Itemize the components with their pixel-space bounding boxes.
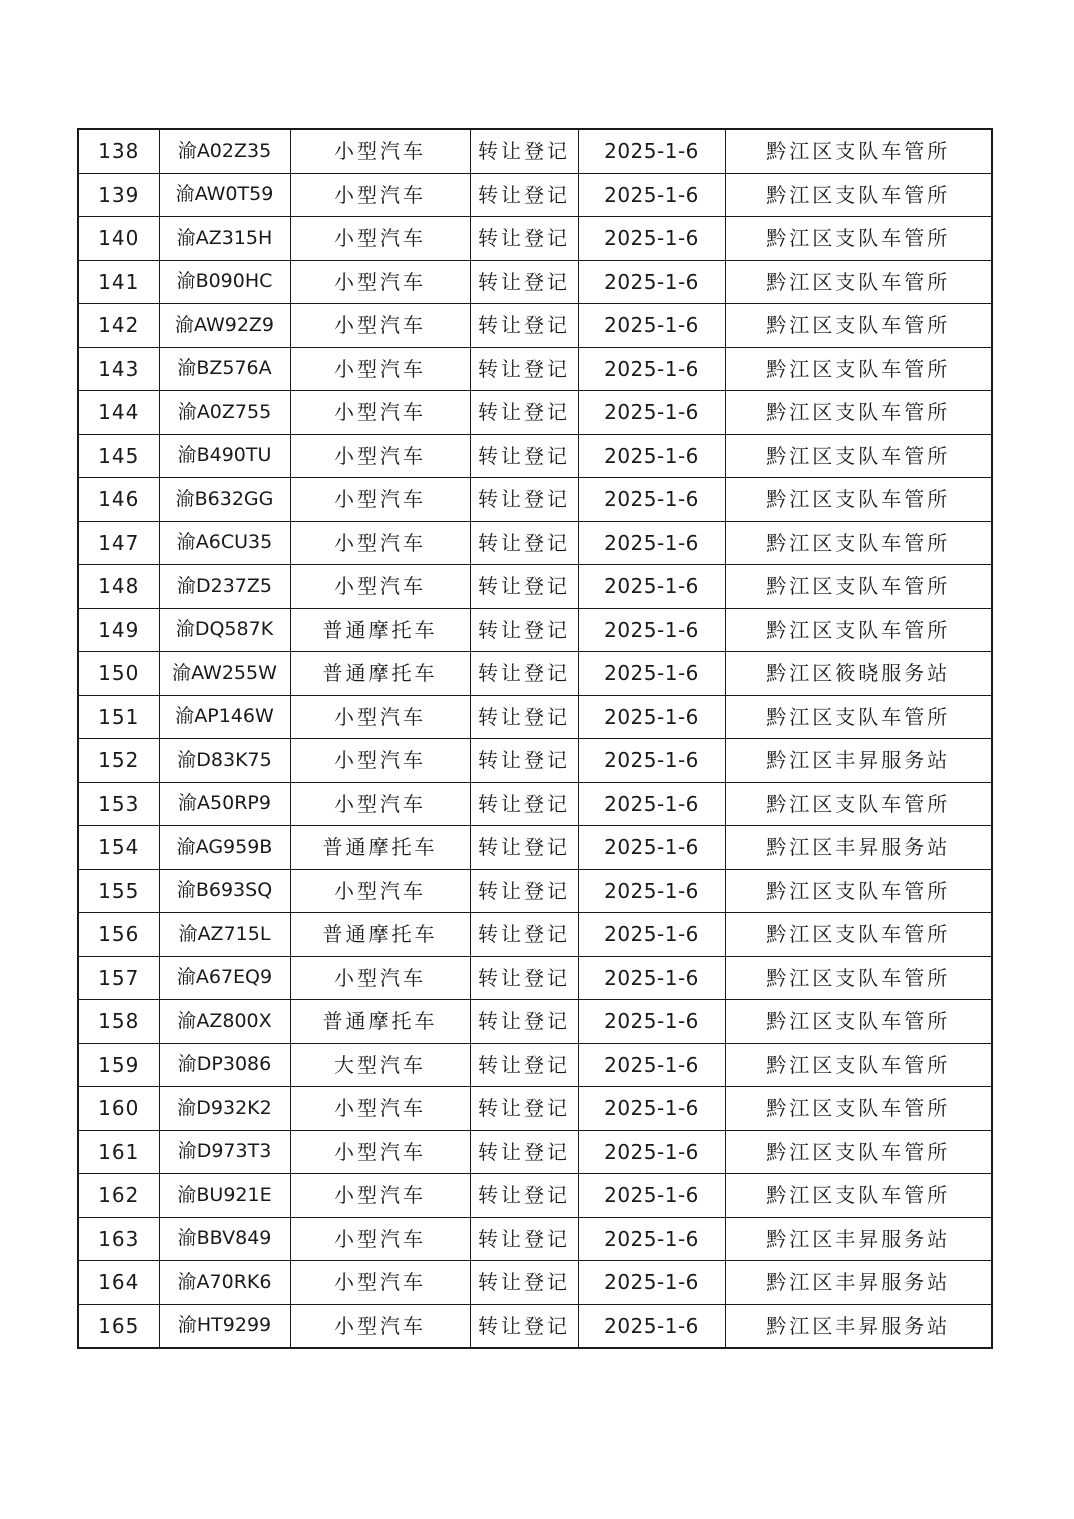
operation-type-cell: 转让登记: [470, 1087, 578, 1131]
plate-number-cell: 渝HT9299: [159, 1304, 290, 1348]
date-cell: 2025-1-6: [578, 304, 725, 348]
date-cell: 2025-1-6: [578, 1261, 725, 1305]
table-row: [78, 391, 992, 435]
operation-type-cell: 转让登记: [470, 304, 578, 348]
row-number-cell: 158: [78, 1000, 159, 1044]
date-cell: 2025-1-6: [578, 173, 725, 217]
operation-type-cell: 转让登记: [470, 521, 578, 565]
row-number-cell: 154: [78, 826, 159, 870]
vehicle-type-cell: 普通摩托车: [290, 826, 470, 870]
row-number-cell: 141: [78, 260, 159, 304]
office-cell: 黔江区支队车管所: [725, 1087, 992, 1131]
row-number-cell: 147: [78, 521, 159, 565]
row-number-cell: 144: [78, 391, 159, 435]
table-row: [78, 478, 992, 522]
office-cell: 黔江区支队车管所: [725, 608, 992, 652]
vehicle-type-cell: 小型汽车: [290, 521, 470, 565]
office-cell: 黔江区支队车管所: [725, 1000, 992, 1044]
office-cell: 黔江区支队车管所: [725, 565, 992, 609]
row-number-cell: 162: [78, 1174, 159, 1218]
office-cell: 黔江区支队车管所: [725, 434, 992, 478]
office-cell: 黔江区支队车管所: [725, 391, 992, 435]
plate-number-cell: 渝AW0T59: [159, 173, 290, 217]
plate-number-cell: 渝BZ576A: [159, 347, 290, 391]
table-row: [78, 782, 992, 826]
office-cell: 黔江区支队车管所: [725, 1043, 992, 1087]
operation-type-cell: 转让登记: [470, 478, 578, 522]
vehicle-type-cell: 小型汽车: [290, 1174, 470, 1218]
office-cell: 黔江区支队车管所: [725, 347, 992, 391]
vehicle-type-cell: 小型汽车: [290, 391, 470, 435]
date-cell: 2025-1-6: [578, 913, 725, 957]
office-cell: 黔江区丰昇服务站: [725, 739, 992, 783]
operation-type-cell: 转让登记: [470, 1043, 578, 1087]
table-row: [78, 173, 992, 217]
office-cell: 黔江区丰昇服务站: [725, 1261, 992, 1305]
row-number-cell: 148: [78, 565, 159, 609]
plate-number-cell: 渝A50RP9: [159, 782, 290, 826]
operation-type-cell: 转让登记: [470, 956, 578, 1000]
table-row: [78, 1043, 992, 1087]
vehicle-registration-table: [77, 128, 993, 1349]
operation-type-cell: 转让登记: [470, 1261, 578, 1305]
office-cell: 黔江区丰昇服务站: [725, 1304, 992, 1348]
operation-type-cell: 转让登记: [470, 1000, 578, 1044]
date-cell: 2025-1-6: [578, 869, 725, 913]
date-cell: 2025-1-6: [578, 739, 725, 783]
office-cell: 黔江区支队车管所: [725, 782, 992, 826]
table-row: [78, 129, 992, 173]
operation-type-cell: 转让登记: [470, 826, 578, 870]
office-cell: 黔江区支队车管所: [725, 478, 992, 522]
plate-number-cell: 渝D932K2: [159, 1087, 290, 1131]
office-cell: 黔江区支队车管所: [725, 173, 992, 217]
vehicle-type-cell: 小型汽车: [290, 782, 470, 826]
row-number-cell: 160: [78, 1087, 159, 1131]
office-cell: 黔江区丰昇服务站: [725, 1217, 992, 1261]
table-row: [78, 1000, 992, 1044]
vehicle-type-cell: 普通摩托车: [290, 913, 470, 957]
row-number-cell: 165: [78, 1304, 159, 1348]
row-number-cell: 143: [78, 347, 159, 391]
vehicle-type-cell: 小型汽车: [290, 129, 470, 173]
date-cell: 2025-1-6: [578, 608, 725, 652]
vehicle-type-cell: 小型汽车: [290, 956, 470, 1000]
operation-type-cell: 转让登记: [470, 1217, 578, 1261]
office-cell: 黔江区支队车管所: [725, 521, 992, 565]
date-cell: 2025-1-6: [578, 391, 725, 435]
vehicle-type-cell: 普通摩托车: [290, 652, 470, 696]
plate-number-cell: 渝AW92Z9: [159, 304, 290, 348]
table-row: [78, 652, 992, 696]
row-number-cell: 155: [78, 869, 159, 913]
date-cell: 2025-1-6: [578, 217, 725, 261]
row-number-cell: 140: [78, 217, 159, 261]
table-row: [78, 739, 992, 783]
vehicle-type-cell: 普通摩托车: [290, 1000, 470, 1044]
table-row: [78, 695, 992, 739]
row-number-cell: 146: [78, 478, 159, 522]
date-cell: 2025-1-6: [578, 1000, 725, 1044]
vehicle-type-cell: 小型汽车: [290, 1304, 470, 1348]
plate-number-cell: 渝A02Z35: [159, 129, 290, 173]
vehicle-type-cell: 小型汽车: [290, 869, 470, 913]
date-cell: 2025-1-6: [578, 956, 725, 1000]
date-cell: 2025-1-6: [578, 1043, 725, 1087]
table-row: [78, 1261, 992, 1305]
plate-number-cell: 渝A0Z755: [159, 391, 290, 435]
date-cell: 2025-1-6: [578, 1174, 725, 1218]
plate-number-cell: 渝BU921E: [159, 1174, 290, 1218]
vehicle-type-cell: 小型汽车: [290, 304, 470, 348]
plate-number-cell: 渝BBV849: [159, 1217, 290, 1261]
plate-number-cell: 渝D237Z5: [159, 565, 290, 609]
operation-type-cell: 转让登记: [470, 652, 578, 696]
date-cell: 2025-1-6: [578, 260, 725, 304]
table-row: [78, 1174, 992, 1218]
table-row: [78, 1087, 992, 1131]
operation-type-cell: 转让登记: [470, 695, 578, 739]
vehicle-type-cell: 小型汽车: [290, 173, 470, 217]
office-cell: 黔江区支队车管所: [725, 869, 992, 913]
vehicle-type-cell: 小型汽车: [290, 478, 470, 522]
table-body: [78, 129, 992, 1348]
operation-type-cell: 转让登记: [470, 434, 578, 478]
table-row: [78, 521, 992, 565]
office-cell: 黔江区支队车管所: [725, 1130, 992, 1174]
plate-number-cell: 渝A6CU35: [159, 521, 290, 565]
date-cell: 2025-1-6: [578, 478, 725, 522]
row-number-cell: 142: [78, 304, 159, 348]
date-cell: 2025-1-6: [578, 434, 725, 478]
plate-number-cell: 渝B090HC: [159, 260, 290, 304]
operation-type-cell: 转让登记: [470, 869, 578, 913]
vehicle-type-cell: 小型汽车: [290, 695, 470, 739]
plate-number-cell: 渝AW255W: [159, 652, 290, 696]
plate-number-cell: 渝AZ800X: [159, 1000, 290, 1044]
plate-number-cell: 渝AZ315H: [159, 217, 290, 261]
date-cell: 2025-1-6: [578, 652, 725, 696]
operation-type-cell: 转让登记: [470, 565, 578, 609]
row-number-cell: 157: [78, 956, 159, 1000]
operation-type-cell: 转让登记: [470, 173, 578, 217]
office-cell: 黔江区支队车管所: [725, 260, 992, 304]
table-row: [78, 869, 992, 913]
operation-type-cell: 转让登记: [470, 1304, 578, 1348]
operation-type-cell: 转让登记: [470, 608, 578, 652]
table-row: [78, 956, 992, 1000]
table-row: [78, 913, 992, 957]
plate-number-cell: 渝AP146W: [159, 695, 290, 739]
row-number-cell: 139: [78, 173, 159, 217]
vehicle-type-cell: 小型汽车: [290, 217, 470, 261]
vehicle-type-cell: 小型汽车: [290, 739, 470, 783]
vehicle-type-cell: 小型汽车: [290, 347, 470, 391]
office-cell: 黔江区支队车管所: [725, 217, 992, 261]
table-row: [78, 260, 992, 304]
date-cell: 2025-1-6: [578, 695, 725, 739]
plate-number-cell: 渝D83K75: [159, 739, 290, 783]
plate-number-cell: 渝B632GG: [159, 478, 290, 522]
vehicle-type-cell: 小型汽车: [290, 1217, 470, 1261]
table-row: [78, 565, 992, 609]
office-cell: 黔江区支队车管所: [725, 129, 992, 173]
operation-type-cell: 转让登记: [470, 347, 578, 391]
date-cell: 2025-1-6: [578, 782, 725, 826]
table-row: [78, 434, 992, 478]
row-number-cell: 163: [78, 1217, 159, 1261]
plate-number-cell: 渝AG959B: [159, 826, 290, 870]
vehicle-type-cell: 小型汽车: [290, 1261, 470, 1305]
table-row: [78, 826, 992, 870]
table-row: [78, 1217, 992, 1261]
date-cell: 2025-1-6: [578, 1304, 725, 1348]
vehicle-type-cell: 小型汽车: [290, 434, 470, 478]
vehicle-type-cell: 大型汽车: [290, 1043, 470, 1087]
row-number-cell: 161: [78, 1130, 159, 1174]
date-cell: 2025-1-6: [578, 1130, 725, 1174]
plate-number-cell: 渝D973T3: [159, 1130, 290, 1174]
date-cell: 2025-1-6: [578, 129, 725, 173]
date-cell: 2025-1-6: [578, 565, 725, 609]
plate-number-cell: 渝B490TU: [159, 434, 290, 478]
plate-number-cell: 渝A70RK6: [159, 1261, 290, 1305]
plate-number-cell: 渝AZ715L: [159, 913, 290, 957]
table-row: [78, 1304, 992, 1348]
plate-number-cell: 渝B693SQ: [159, 869, 290, 913]
plate-number-cell: 渝A67EQ9: [159, 956, 290, 1000]
table-row: [78, 217, 992, 261]
table-row: [78, 608, 992, 652]
date-cell: 2025-1-6: [578, 1087, 725, 1131]
operation-type-cell: 转让登记: [470, 1174, 578, 1218]
date-cell: 2025-1-6: [578, 521, 725, 565]
office-cell: 黔江区支队车管所: [725, 304, 992, 348]
date-cell: 2025-1-6: [578, 347, 725, 391]
row-number-cell: 159: [78, 1043, 159, 1087]
vehicle-type-cell: 小型汽车: [290, 565, 470, 609]
row-number-cell: 150: [78, 652, 159, 696]
row-number-cell: 145: [78, 434, 159, 478]
vehicle-type-cell: 小型汽车: [290, 1087, 470, 1131]
operation-type-cell: 转让登记: [470, 217, 578, 261]
row-number-cell: 153: [78, 782, 159, 826]
date-cell: 2025-1-6: [578, 826, 725, 870]
row-number-cell: 149: [78, 608, 159, 652]
office-cell: 黔江区支队车管所: [725, 1174, 992, 1218]
vehicle-type-cell: 小型汽车: [290, 260, 470, 304]
office-cell: 黔江区支队车管所: [725, 913, 992, 957]
date-cell: 2025-1-6: [578, 1217, 725, 1261]
operation-type-cell: 转让登记: [470, 782, 578, 826]
table-row: [78, 1130, 992, 1174]
operation-type-cell: 转让登记: [470, 391, 578, 435]
office-cell: 黔江区支队车管所: [725, 956, 992, 1000]
operation-type-cell: 转让登记: [470, 739, 578, 783]
operation-type-cell: 转让登记: [470, 1130, 578, 1174]
operation-type-cell: 转让登记: [470, 913, 578, 957]
office-cell: 黔江区支队车管所: [725, 695, 992, 739]
plate-number-cell: 渝DP3086: [159, 1043, 290, 1087]
row-number-cell: 152: [78, 739, 159, 783]
office-cell: 黔江区筱晓服务站: [725, 652, 992, 696]
row-number-cell: 156: [78, 913, 159, 957]
office-cell: 黔江区丰昇服务站: [725, 826, 992, 870]
operation-type-cell: 转让登记: [470, 260, 578, 304]
vehicle-type-cell: 普通摩托车: [290, 608, 470, 652]
row-number-cell: 151: [78, 695, 159, 739]
row-number-cell: 164: [78, 1261, 159, 1305]
plate-number-cell: 渝DQ587K: [159, 608, 290, 652]
table-row: [78, 347, 992, 391]
operation-type-cell: 转让登记: [470, 129, 578, 173]
vehicle-type-cell: 小型汽车: [290, 1130, 470, 1174]
table-row: [78, 304, 992, 348]
row-number-cell: 138: [78, 129, 159, 173]
